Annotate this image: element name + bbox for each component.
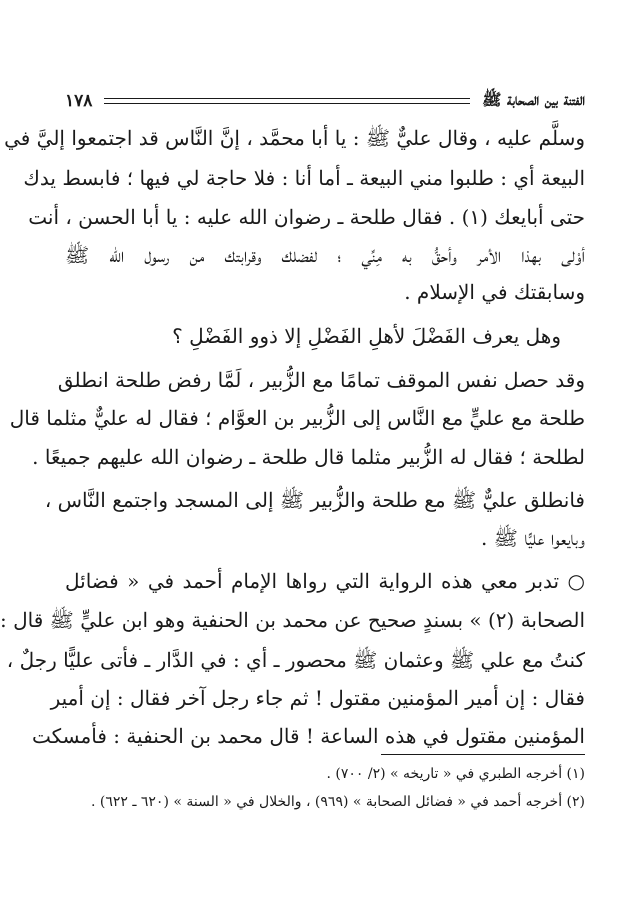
text-line: وسابقتك في الإسلام . <box>404 280 585 304</box>
page-header <box>65 88 585 114</box>
text-line: وسلَّم عليه ، وقال عليٌّ ﷺ : يا أبا محمَّد ، إنَّ النَّاس قد اجتمعوا إليَّ في <box>4 126 585 150</box>
text-line: وقد حصل نفس الموقف تمامًا مع الزُّبير ، لَمَّا رفض طلحة انطلق <box>57 368 585 392</box>
running-title: الفتنة بين الصحابة ﷺ <box>482 89 585 109</box>
text-line: الصحابة (٢) » بسندٍ صحيح عن محمد بن الحنفية وهو ابن عليٍّ ﷺ قال : <box>0 608 585 632</box>
text-line: حتى أبايعك (١) . فقال طلحة ـ رضوان الله عليه : يا أبا الحسن ، أنت <box>28 205 585 229</box>
text-line: وبايعوا عليًّا ﷺ . <box>481 526 585 550</box>
text-line: أوْلى بهذا الأمر وأحقُّ به مِنِّي ؛ لفضلك وقرابتك من رسول الله ﷺ <box>65 243 585 267</box>
text-line: طلحة مع عليٍّ مع النَّاس إلى الزُّبير بن العوَّام ؛ فقال له عليٌّ مثلما قال <box>9 406 585 430</box>
text-line: البيعة أي : طلبوا مني البيعة ـ أما أنا : فلا حاجة لي فيها ؛ فابسط يدك <box>23 166 585 190</box>
text-line: فقال : إن أمير المؤمنين مقتول ! ثم جاء رجل آخر فقال : إن أمير <box>50 686 585 710</box>
footnote: (١) أخرجه الطبري في « تاريخه » (٢/ ٧٠٠) . <box>326 766 585 782</box>
text-line: ○ تدبر معي هذه الرواية التي رواها الإمام أحمد في « فضائل <box>65 569 585 593</box>
text-line: فانطلق عليٌّ ﷺ مع طلحة والزُّبير ﷺ إلى المسجد واجتمع النَّاس ، <box>44 488 585 512</box>
header-rule <box>104 98 470 104</box>
footnote-rule <box>381 754 585 755</box>
page-number: ١٧٨ <box>65 91 93 111</box>
text-line: المؤمنين مقتول في هذه الساعة ! قال محمد بن الحنفية : فأمسكت <box>31 724 585 748</box>
text-line: كنتُ مع علي ﷺ وعثمان ﷺ محصور ـ أي : في الدَّار ـ فأتى عليًّا رجلٌ ، <box>6 648 585 672</box>
quote-line: وهل يعرف الفَضْلَ لأهلِ الفَضْلِ إلا ذوو الفَضْلِ ؟ <box>172 324 561 348</box>
footnote: (٢) أخرجه أحمد في « فضائل الصحابة » (٩٦٩) ، والخلال في « السنة » (٦٢٠ ـ ٦٢٢) . <box>90 794 585 810</box>
text-line: لطلحة ؛ فقال له الزُّبير مثلما قال طلحة ـ رضوان الله عليهم جميعًا . <box>32 445 585 469</box>
